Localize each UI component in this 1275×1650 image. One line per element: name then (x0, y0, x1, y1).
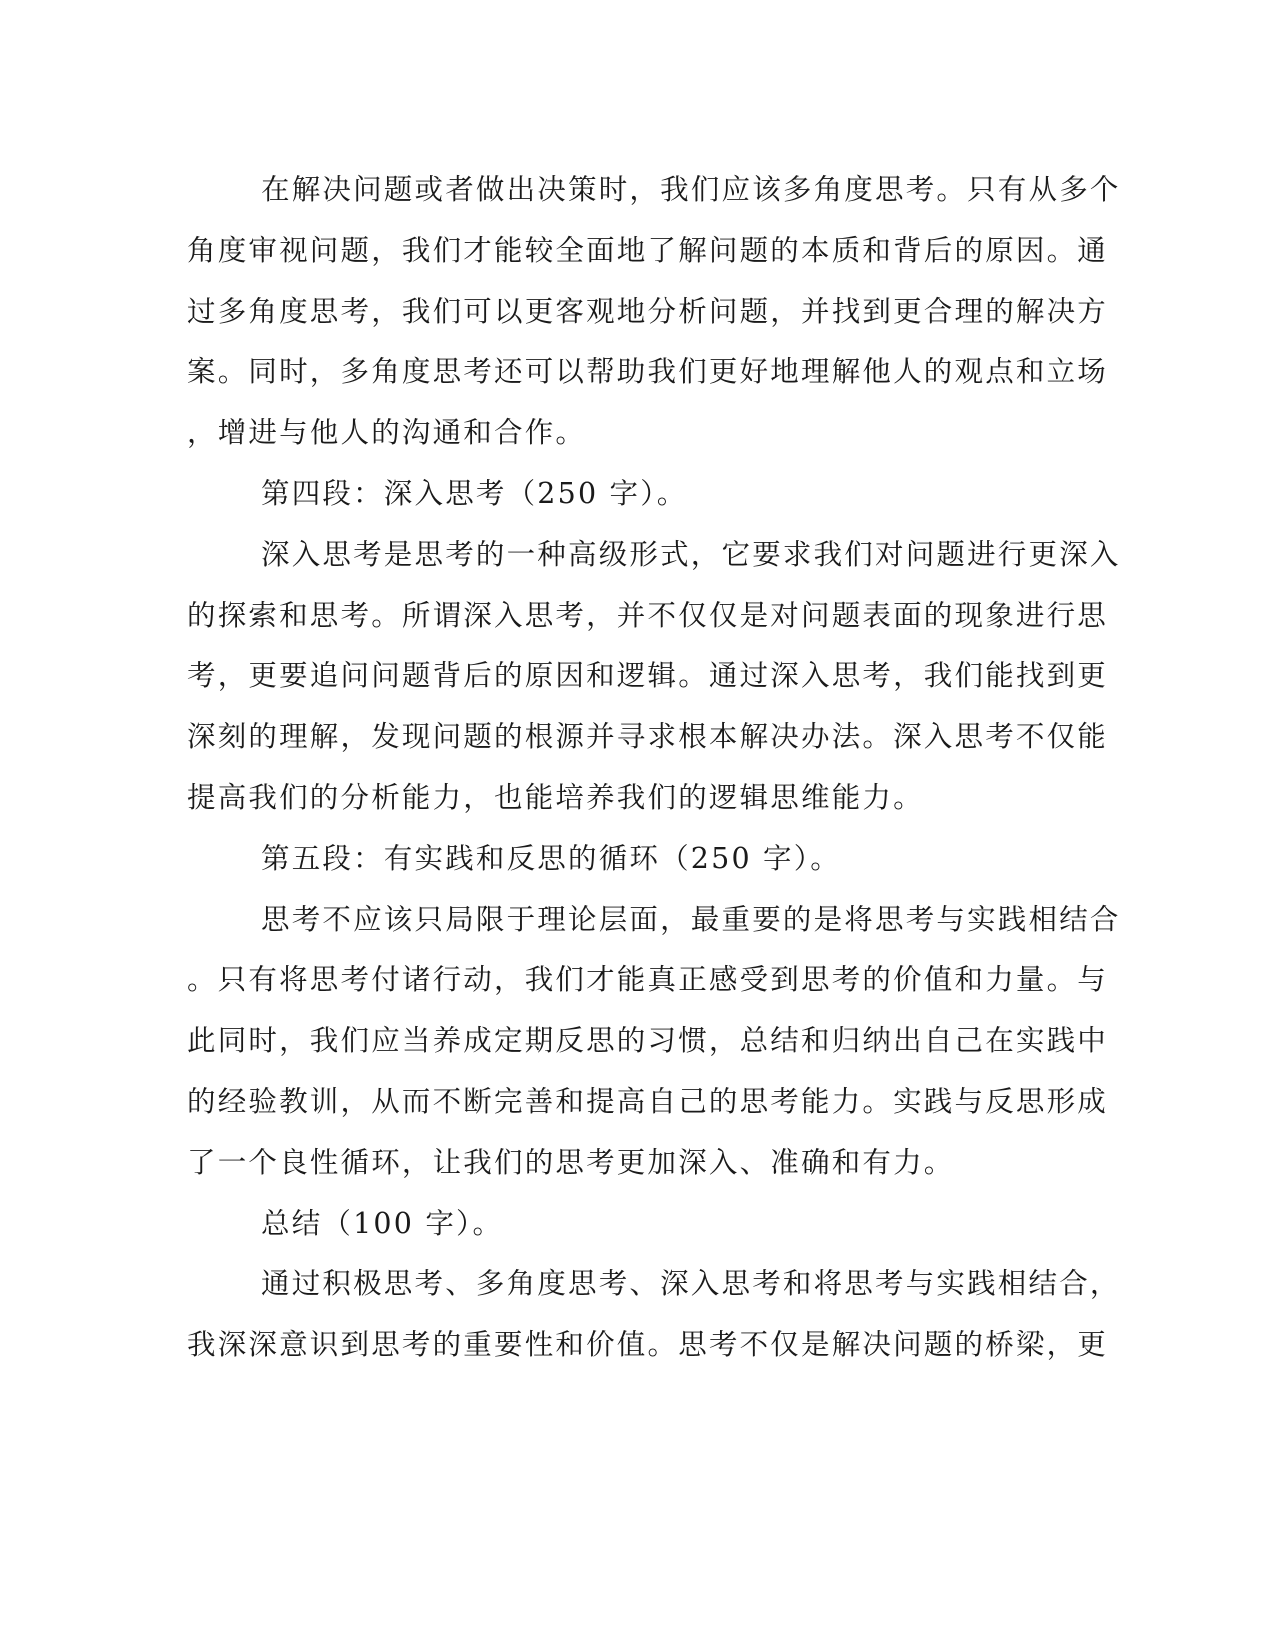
text-line: 此同时，我们应当养成定期反思的习惯，总结和归纳出自己在实践中 (187, 1024, 1109, 1058)
text-line: 在解决问题或者做出决策时，我们应该多角度思考。只有从多个 (261, 173, 1121, 206)
text-line: 我深深意识到思考的重要性和价值。思考不仅是解决问题的桥梁，更 (187, 1328, 1109, 1362)
text-line: 思考不应该只局限于理论层面，最重要的是将思考与实践相结合 (261, 902, 1121, 936)
text-line: 。只有将思考付诸行动，我们才能真正感受到思考的价值和力量。与 (187, 963, 1109, 997)
text-line: 深刻的理解，发现问题的根源并寻求根本解决办法。深入思考不仅能 (187, 720, 1109, 754)
section-heading: 总结（100 字）。 (261, 1206, 504, 1240)
text-line: 的经验教训，从而不断完善和提高自己的思考能力。实践与反思形成 (187, 1084, 1109, 1118)
document-body (187, 160, 1121, 1376)
text-line: 的探索和思考。所谓深入思考，并不仅仅是对问题表面的现象进行思 (187, 598, 1109, 632)
text-line: ，增进与他人的沟通和合作。 (187, 416, 587, 450)
text-line: 深入思考是思考的一种高级形式，它要求我们对问题进行更深入 (261, 537, 1121, 571)
text-line: 案。同时，多角度思考还可以帮助我们更好地理解他人的观点和立场 (187, 355, 1109, 389)
text-line: 过多角度思考，我们可以更客观地分析问题，并找到更合理的解决方 (187, 294, 1109, 328)
text-line: 提高我们的分析能力，也能培养我们的逻辑思维能力。 (187, 780, 924, 814)
text-line: 角度审视问题，我们才能较全面地了解问题的本质和背后的原因。通 (187, 233, 1109, 267)
section-heading: 第四段：深入思考（250 字）。 (261, 476, 688, 510)
text-line: 通过积极思考、多角度思考、深入思考和将思考与实践相结合， (261, 1267, 1121, 1301)
text-line: 了一个良性循环，让我们的思考更加深入、准确和有力。 (187, 1145, 955, 1179)
section-heading: 第五段：有实践和反思的循环（250 字）。 (261, 841, 841, 875)
text-line: 考，更要追问问题背后的原因和逻辑。通过深入思考，我们能找到更 (187, 659, 1109, 693)
